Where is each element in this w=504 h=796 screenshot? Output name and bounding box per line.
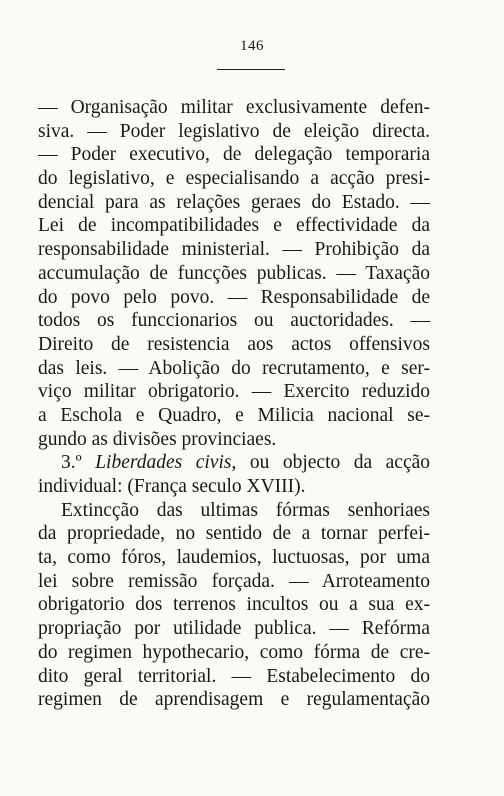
- text-line: gundo as divisões provinciaes.: [38, 428, 277, 450]
- page-number: 146: [240, 38, 264, 54]
- section-heading-rest: ou objecto da acção: [249, 452, 431, 474]
- paragraph-line: regimen de aprendisagem e regulamentação: [38, 689, 430, 711]
- section-number: 3.º: [61, 452, 82, 474]
- section-title: Liberdades civis,: [95, 452, 237, 474]
- text-line: Lei de incompatibilidades e effectividade da: [38, 215, 430, 237]
- text-line: responsabilidade ministerial. — Prohibição da: [38, 239, 430, 261]
- text-line: dencial para as relações geraes do Estado. —: [38, 191, 430, 213]
- body-text: [38, 96, 430, 712]
- paragraph-line: lei sobre remissão forçada. — Arroteamento: [38, 570, 430, 592]
- header-rule: [217, 69, 285, 70]
- text-line: das leis. — Abolição do recrutamento, e ser-: [38, 357, 430, 379]
- paragraph-line: Extincção das ultimas fórmas senhoriaes: [61, 499, 430, 521]
- text-line: — Organisação militar exclusivamente defen-: [38, 97, 430, 118]
- text-line: Direito de resistencia aos actos offensivos: [38, 333, 430, 355]
- text-line: todos os funccionarios ou auctoridades. —: [38, 310, 430, 332]
- paragraph-line: ta, como fóros, laudemios, luctuosas, por uma: [38, 547, 430, 569]
- paragraph-line: obrigatorio dos terrenos incultos ou a sua ex-: [38, 594, 430, 616]
- text-line: a Eschola e Quadro, e Milicia nacional se-: [38, 404, 430, 426]
- text-line: — Poder executivo, de delegação temporaria: [38, 144, 430, 166]
- text-line: viço militar obrigatorio. — Exercito reduzido: [38, 381, 430, 403]
- paragraph-line: do regimen hypothecario, como fórma de cre-: [38, 641, 430, 663]
- text-line: accumulação de funcções publicas. — Taxação: [38, 262, 430, 284]
- text-line: do povo pelo povo. — Responsabilidade de: [38, 286, 430, 308]
- paragraph-line: dito geral territorial. — Estabelecimento do: [38, 665, 430, 687]
- text-line: do legislativo, e especialisando a acção presi-: [38, 168, 430, 190]
- text-line: siva. — Poder legislativo de eleição directa.: [38, 120, 430, 142]
- section-heading-line: [38, 451, 430, 475]
- paragraph-line: propriação por utilidade publica. — Refórma: [38, 618, 430, 640]
- section-heading-line-2: individual: (França seculo XVIII).: [38, 476, 306, 497]
- paragraph-line: da propriedade, no sentido de a tornar perfei-: [38, 523, 430, 545]
